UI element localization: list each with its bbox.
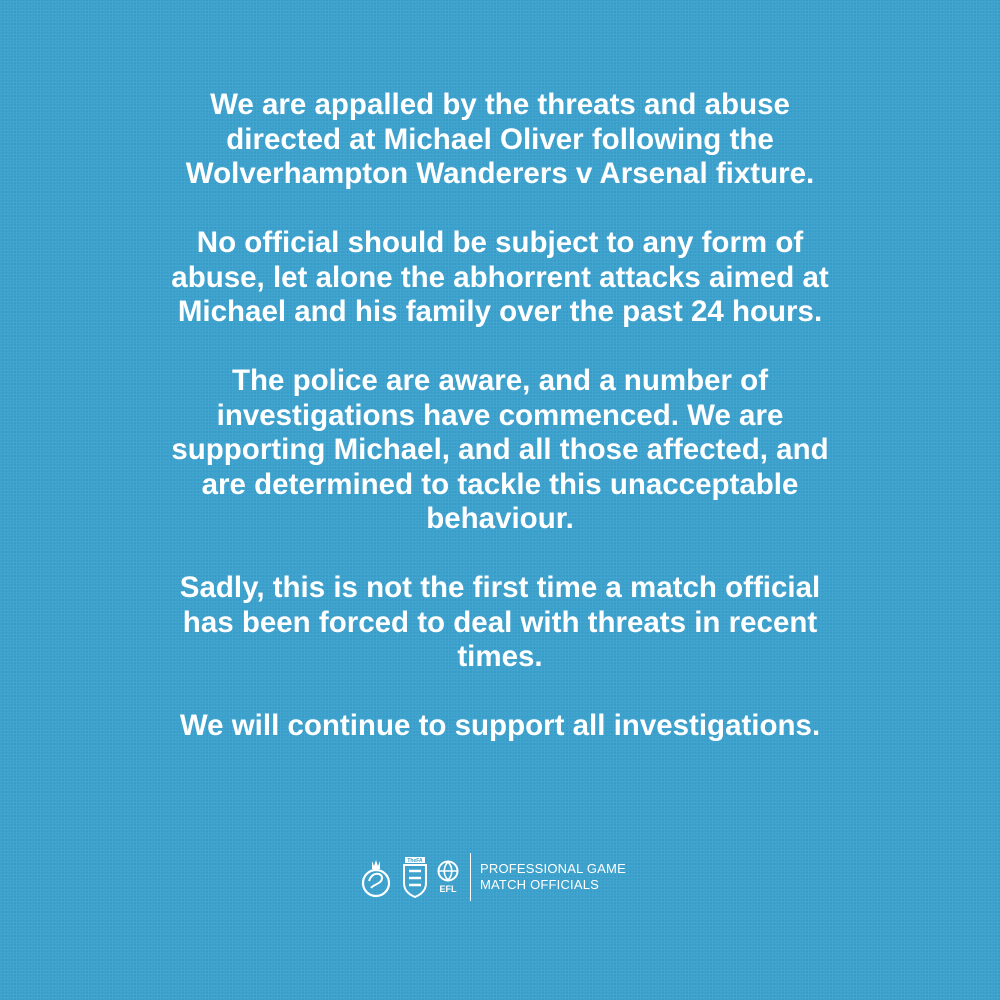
org-name-line-1: PROFESSIONAL GAME	[480, 861, 626, 876]
efl-ball-icon	[437, 860, 459, 884]
statement-body	[100, 88, 900, 744]
footer-logos	[359, 852, 626, 902]
premier-league-lion-icon	[359, 855, 393, 899]
statement-paragraph: We will continue to support all investigations.	[179, 709, 821, 742]
footer-divider	[470, 853, 471, 901]
statement-paragraph: We are appalled by the threats and abuse directed at Michael Oliver following the Wolverhampton Wanderers v Arsenal fixture.	[185, 88, 815, 190]
statement-paragraph: The police are aware, and a number of investigations have commenced. We are supporting Michael, and all those affected, and are determined to tackle this unacceptable behaviour.	[171, 364, 829, 535]
three-lions-crest-icon	[402, 855, 428, 899]
premier-league-logo	[359, 855, 393, 899]
the-fa-logo	[402, 855, 428, 899]
org-name-line-2: MATCH OFFICIALS	[480, 877, 600, 892]
the-fa-label: TheFA	[407, 858, 423, 864]
efl-label: EFL	[439, 884, 457, 894]
efl-logo	[437, 860, 459, 894]
statement-paragraph: No official should be subject to any form of abuse, let alone the abhorrent attacks aimed at Michael and his family over the past 24 hours.	[171, 226, 829, 328]
statement-paragraph: Sadly, this is not the first time a match official has been forced to deal with threats in recent times.	[179, 571, 821, 673]
org-name	[480, 861, 626, 893]
